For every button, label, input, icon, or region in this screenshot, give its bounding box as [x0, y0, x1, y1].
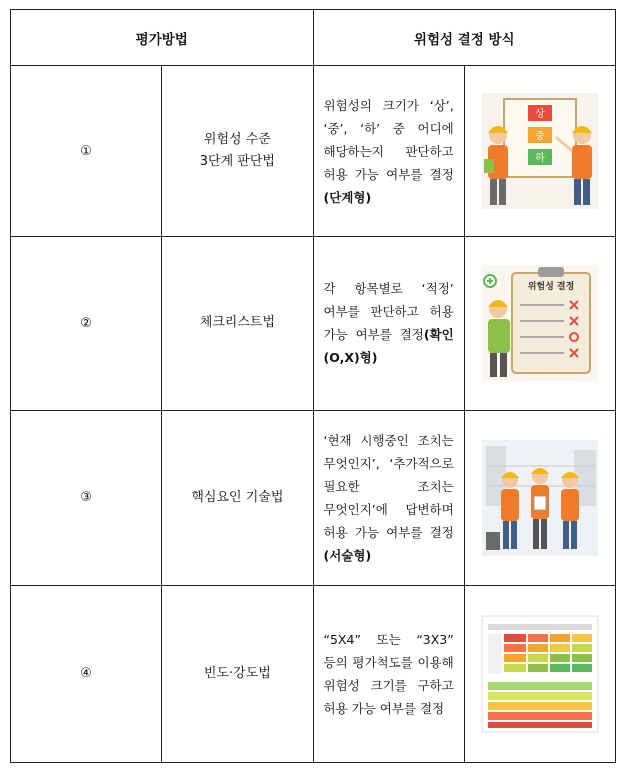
description-text: 각 항목별로 ‘적정’ 여부를 판단하고 허용 가능 여부를 결정	[323, 281, 454, 343]
method-name-line1: 위험성 수준	[203, 132, 271, 148]
row-number: ④	[11, 585, 162, 762]
method-description	[313, 66, 464, 237]
description-text: ‘현재 시행중인 조치는 무엇인지’, ‘추가적으로 필요한 조치는 무엇인지’에 답변하며 허용 가능 여부를 결정	[323, 432, 454, 540]
description-text: “5X4” 또는 “3X3” 등의 평가척도를 이용해 위험성 크기를 구하고 허용 가능 여부를 결정	[323, 631, 454, 716]
row-number: ②	[11, 237, 162, 410]
method-name	[162, 585, 313, 762]
header-decision: 위험성 결정 방식	[313, 10, 616, 66]
description-type: (확인(O,X)형)	[323, 327, 454, 366]
svg-text:하: 하	[535, 153, 545, 165]
header-method: 평가방법	[11, 10, 314, 66]
row-number: ①	[11, 66, 162, 237]
method-name-line1: 핵심요인 기술법	[191, 489, 284, 505]
illustration-cell	[464, 237, 615, 410]
description-type: (서술형)	[323, 547, 372, 563]
svg-text:상: 상	[535, 109, 545, 121]
illustration-cell	[464, 585, 615, 762]
method-name-line2: 3단계 판단법	[199, 154, 275, 170]
method-name	[162, 66, 313, 237]
table-row	[11, 410, 616, 585]
row-number: ③	[11, 410, 162, 585]
illustration-cell	[464, 410, 615, 585]
risk-method-table	[10, 9, 616, 763]
method-description	[313, 237, 464, 410]
workers-discussion-icon	[478, 436, 602, 560]
risk-matrix-table-icon	[478, 612, 602, 736]
svg-text:중: 중	[535, 131, 545, 143]
method-description	[313, 410, 464, 585]
illustration-cell	[464, 66, 615, 237]
method-name-line1: 체크리스트법	[199, 315, 276, 331]
table-row	[11, 66, 616, 237]
table-row	[11, 585, 616, 762]
method-name	[162, 410, 313, 585]
workers-at-risk-board-icon	[478, 89, 602, 213]
method-name-line1: 빈도·강도법	[203, 665, 271, 681]
method-description	[313, 585, 464, 762]
checklist-clipboard-icon	[478, 261, 602, 385]
description-type: (단계형)	[323, 189, 372, 205]
header-row	[11, 10, 616, 66]
method-name	[162, 237, 313, 410]
svg-text:위험성 결정: 위험성 결정	[527, 282, 575, 293]
description-text: 위험성의 크기가 ‘상’, ‘중’, ‘하’ 중 어디에 해당하는지 판단하고 허용 가능 여부를 결정	[323, 97, 454, 182]
table-row	[11, 237, 616, 410]
